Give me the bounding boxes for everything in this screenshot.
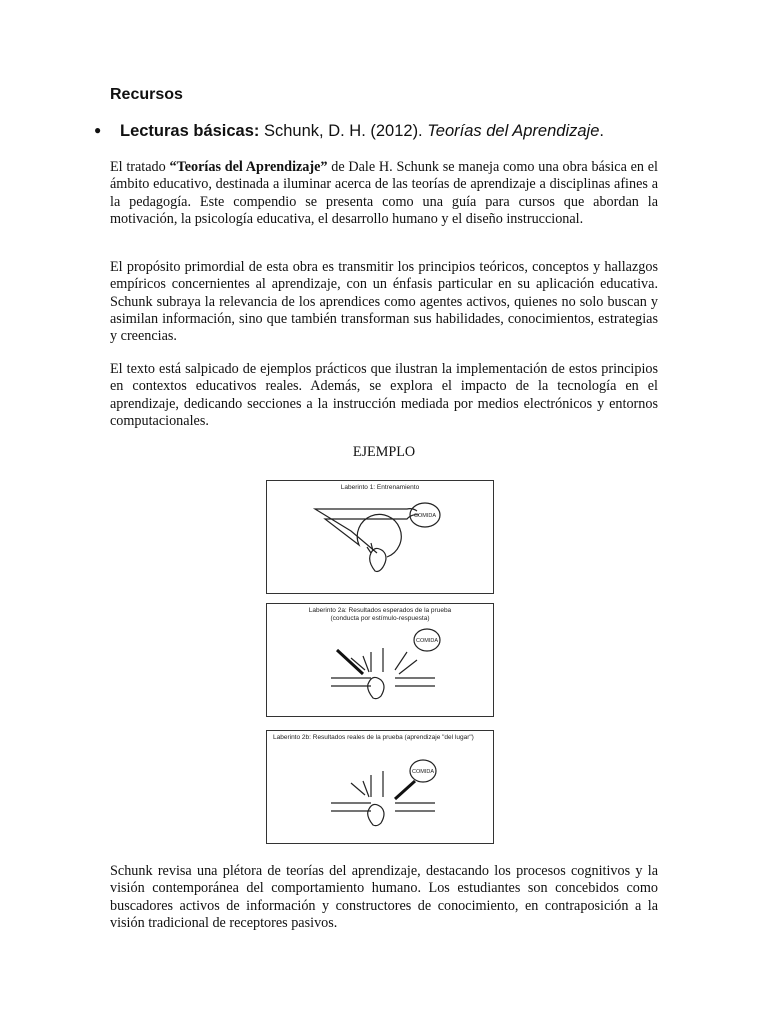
reading-book-title: Teorías del Aprendizaje bbox=[427, 122, 600, 140]
maze-left-arm bbox=[351, 783, 365, 795]
paragraph-intro-book-title: “Teorías del Aprendizaje” bbox=[169, 159, 328, 175]
reading-citation: Schunk, D. H. (2012). bbox=[259, 122, 428, 140]
paragraph-theories: Schunk revisa una plétora de teorías del aprendizaje, destacando los procesos cognitivos y la visión contemporánea del comportamiento humano. Los estudiantes son concebidos como buscadores activos de información y constructores de conocimiento, en contraposición a la visión tradicional de receptores pasivos. bbox=[110, 863, 658, 931]
rat-body bbox=[368, 804, 384, 825]
bullet-icon: ● bbox=[94, 123, 102, 137]
maze-expected-diagram bbox=[267, 604, 495, 718]
figure-title: Laberinto 1: Entrenamiento bbox=[340, 484, 420, 491]
figure-title: Laberinto 2b: Resultados reales de la prueba (aprendizaje "del lugar") bbox=[273, 734, 474, 741]
paragraph-purpose: El propósito primordial de esta obra es transmitir los principios teóricos, conceptos y hallazgos empíricos concernientes al aprendizaje, con un énfasis particular en su aplicación educativa. Schunk subraya la relevancia de los aprendices como agentes activos, quienes no solo buscan y asimilan información, sino que también transforman sus habilidades, conocimientos, estrategias y creencias. bbox=[110, 259, 658, 345]
maze-figure-expected bbox=[266, 603, 494, 717]
rat-body bbox=[370, 548, 386, 571]
paragraph-examples: El texto está salpicado de ejemplos prácticos que ilustran la implementación de estos principios en contextos educativos reales. Además, se explora el impacto de la tecnología en el aprendizaje, dedicando secciones a la instrucción mediada por medios electrónicos y entornos computacionales. bbox=[110, 361, 658, 429]
maze-right-arms bbox=[395, 652, 417, 674]
food-label: COMIDA bbox=[414, 513, 436, 519]
figure-title-text: Laberinto 2a: Resultados esperados de la prueba bbox=[308, 607, 452, 614]
rat-body bbox=[368, 677, 384, 698]
maze-actual-diagram bbox=[267, 731, 495, 845]
paragraph-intro bbox=[110, 159, 658, 228]
reading-bullet bbox=[94, 122, 694, 141]
reading-period: . bbox=[599, 122, 604, 140]
paragraph-intro-start: El tratado bbox=[110, 159, 170, 175]
section-title: Recursos bbox=[110, 86, 183, 103]
maze-figure-actual bbox=[266, 730, 494, 844]
food-label: COMIDA bbox=[416, 638, 438, 644]
maze-highlighted-arm bbox=[337, 650, 363, 674]
maze-path-inner bbox=[315, 509, 417, 553]
maze-highlighted-arm bbox=[395, 781, 415, 799]
example-label: EJEMPLO bbox=[352, 444, 416, 460]
reading-label: Lecturas básicas: bbox=[120, 122, 260, 140]
figure-subtitle-text: (conducta por estímulo-respuesta) bbox=[330, 615, 430, 622]
maze-figure-training bbox=[266, 480, 494, 594]
maze-training-diagram bbox=[267, 481, 495, 595]
food-label: COMIDA bbox=[412, 769, 434, 775]
maze-straight-arms bbox=[363, 648, 383, 672]
maze-straight-arms bbox=[363, 771, 383, 797]
paragraph-intro-rest: de Dale H. Schunk se maneja como una obra básica en el ámbito educativo, destinada a iluminar acerca de las teorías de aprendizaje a disciplinas afines a la pedagogía. Este compendio se presenta como una guía para cursos que abordan la motivación, la psicología educativa, el desarrollo humano y el diseño instruccional. bbox=[110, 159, 658, 227]
